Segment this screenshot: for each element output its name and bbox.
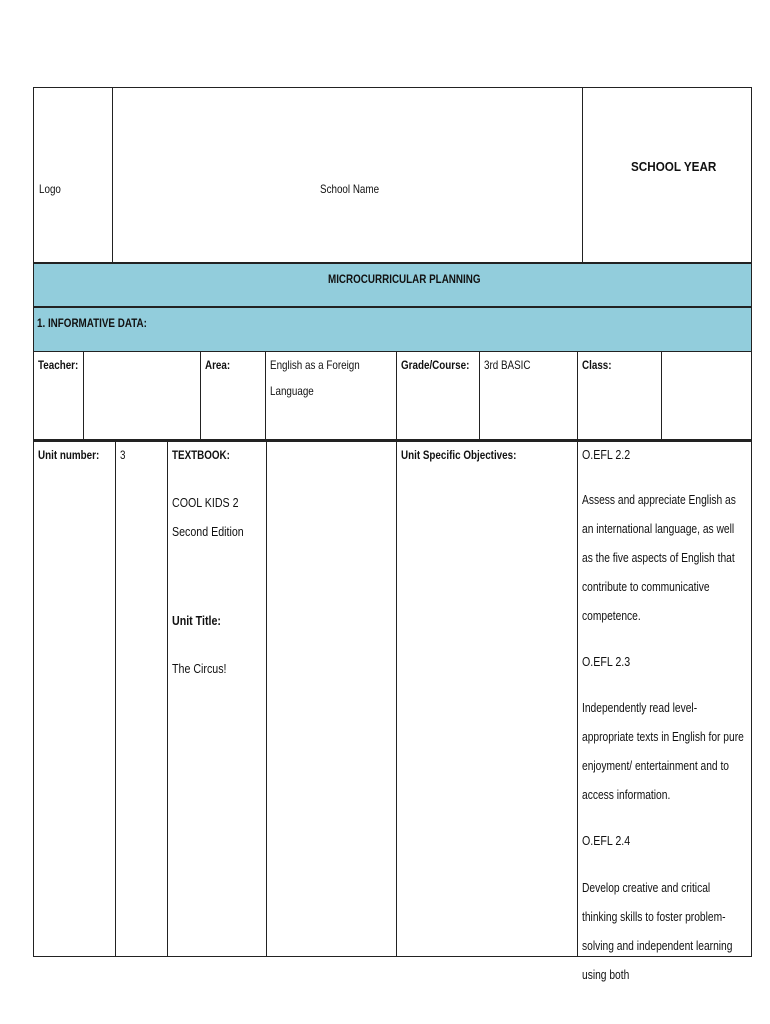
- teacher-label-cell: [34, 352, 84, 439]
- unit-number-label-cell: [34, 442, 116, 956]
- area-value: English as a Foreign Language: [270, 358, 360, 398]
- textbook-label: TEXTBOOK:: [172, 448, 230, 462]
- objectives-cell: [578, 442, 751, 982]
- objective-text: Assess and appreciate English as an international language, as well as the five aspects of English that contribute to communicative competence.: [582, 493, 736, 623]
- class-label: Class:: [582, 358, 612, 372]
- teacher-label: Teacher:: [38, 358, 79, 372]
- informative-row: [33, 352, 752, 440]
- objectives-label-cell: [397, 442, 578, 956]
- school-name-cell: [113, 88, 583, 262]
- section-title: 1. INFORMATIVE DATA:: [37, 316, 147, 330]
- empty-cell: [267, 442, 397, 956]
- grade-value: 3rd BASIC: [484, 358, 531, 372]
- grade-label-cell: [397, 352, 480, 439]
- school-year: SCHOOL YEAR: [631, 159, 717, 174]
- textbook-cell: [168, 442, 267, 956]
- objective-code: O.EFL 2.3: [582, 654, 631, 669]
- grade-value-cell: [480, 352, 578, 439]
- class-value-cell: [662, 352, 751, 439]
- unit-title-value: The Circus!: [172, 661, 227, 676]
- objective-code: O.EFL 2.2: [582, 447, 631, 462]
- class-label-cell: [578, 352, 662, 439]
- objective-code: O.EFL 2.4: [582, 833, 631, 848]
- textbook-value: COOL KIDS 2 Second Edition: [172, 495, 244, 539]
- objective-text: Develop creative and critical thinking skills to foster problem-solving and independent learning using both: [582, 881, 733, 982]
- planning-title-band: [33, 263, 752, 307]
- unit-number-value: 3: [120, 448, 126, 462]
- school-name: School Name: [320, 182, 380, 196]
- teacher-value-cell: [84, 352, 201, 439]
- unit-number-value-cell: [116, 442, 168, 956]
- unit-row: [33, 440, 752, 982]
- area-label-cell: [201, 352, 266, 439]
- area-value-cell: [266, 352, 397, 439]
- school-year-cell: [583, 88, 751, 262]
- objectives-label: Unit Specific Objectives:: [401, 448, 517, 462]
- logo-label: Logo: [39, 182, 61, 196]
- logo-cell: [34, 88, 113, 262]
- objective-text: Independently read level-appropriate texts in English for pure enjoyment/ entertainment and to access information.: [582, 701, 744, 802]
- unit-number-label: Unit number:: [38, 448, 100, 462]
- unit-title-label: Unit Title:: [172, 613, 221, 628]
- planning-title: MICROCURRICULAR PLANNING: [328, 272, 481, 286]
- header-table: [33, 87, 752, 263]
- grade-label: Grade/Course:: [401, 358, 470, 372]
- section-band: [33, 307, 752, 352]
- area-label: Area:: [205, 358, 231, 372]
